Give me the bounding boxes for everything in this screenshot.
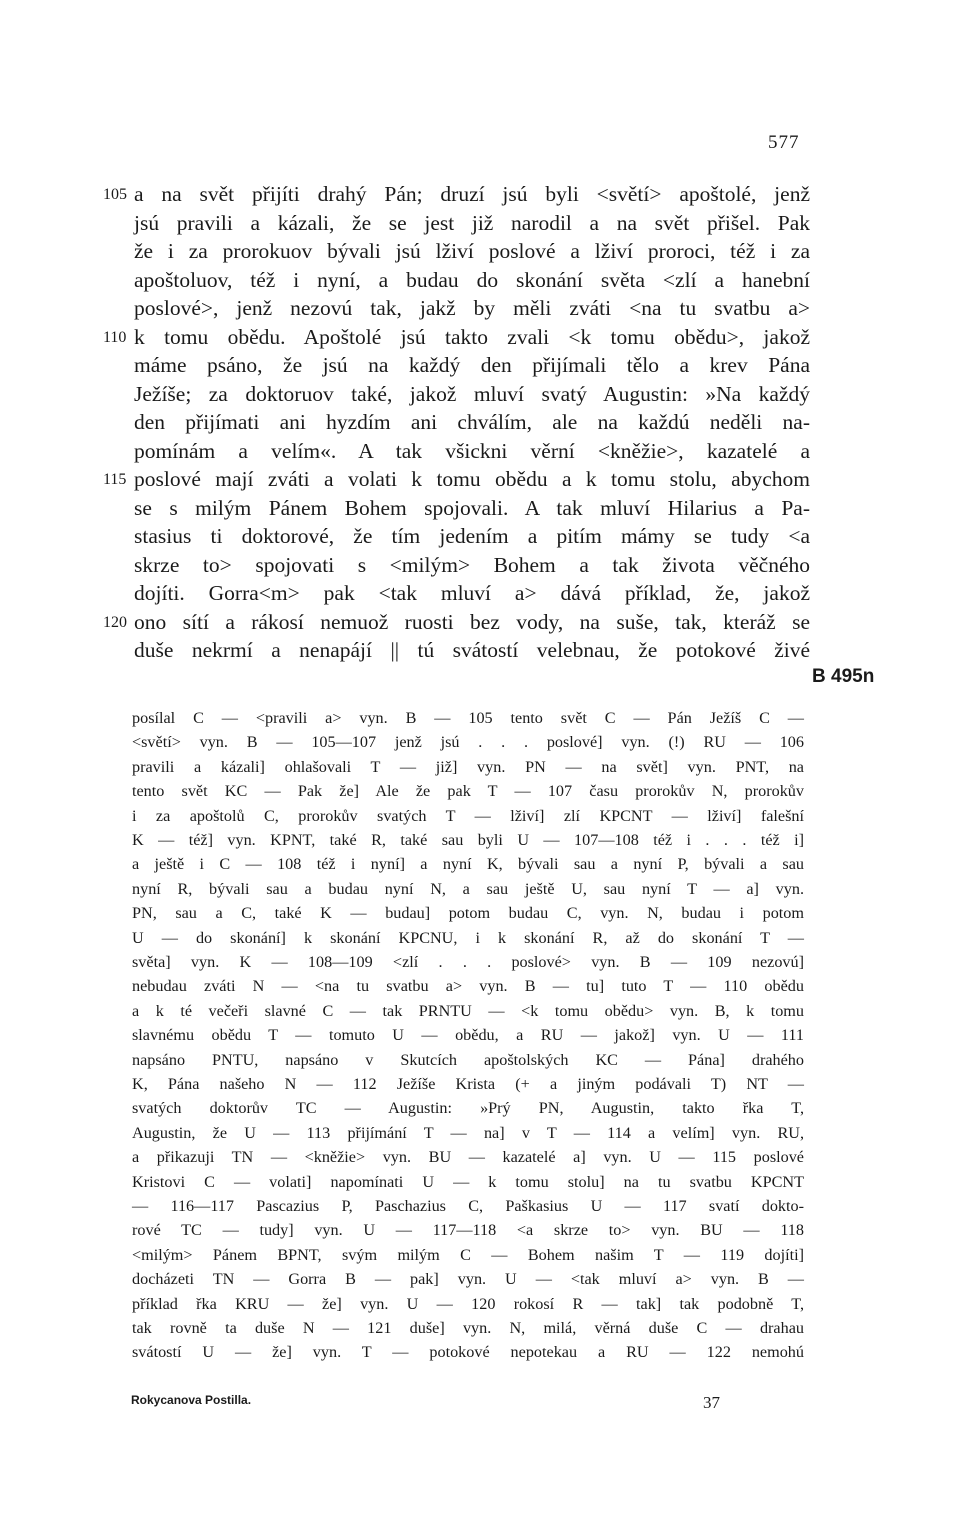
text-line: jsú pravili a kázali, že se jest již narodil a na svět přišel. Pak xyxy=(134,210,810,235)
text-line: a na svět přijíti drahý Pán; druzí jsú byli <světí> apoštolé, jenž xyxy=(134,182,810,206)
apparatus-line: a ještě i C — 108 též i nyní] a nyní K, bývali sau a nyní P, bývali a sau xyxy=(132,855,804,874)
apparatus-line: nyní R, bývali sau a budau nyní N, a sau ještě U, sau nyní T — a] vyn. xyxy=(132,879,804,898)
text-line: máme psáno, že jsú na každý den přijímali tělo a krev Pána xyxy=(134,353,810,377)
text-line: duše nekrmí a nenapájí || tú svátostí velebnau, že potokové živé xyxy=(134,638,810,662)
line-number: 110 xyxy=(103,328,127,346)
text-line: pomínám a velím«. A tak všickni věrní <kněžie>, kazatelé a xyxy=(134,438,810,463)
apparatus-line: <milým> Pánem BPNT, svým milým C — Bohem našim T — 119 dojíti] xyxy=(132,1245,804,1264)
line-number: 105 xyxy=(103,186,127,203)
line-number: 115 xyxy=(103,471,127,488)
apparatus-line: Kristovi C — volati] napomínati U — k tomu stolu] na tu svatbu KPCNT xyxy=(132,1172,804,1191)
apparatus-line: docházeti TN — Gorra B — pak] vyn. U — <tak mluví a> vyn. B — xyxy=(132,1270,804,1289)
text-line: se s milým Pánem Bohem spojovali. A tak mluví Hilarius a Pa- xyxy=(134,495,810,520)
apparatus-line: i za apoštolů C, prorokův svatých T — lživí] zlí KPCNT — lživí] falešní xyxy=(132,806,804,825)
apparatus-line: tento svět KC — Pak že] Ale že pak T — 107 času prorokův N, prorokův xyxy=(132,782,804,801)
apparatus-line: pravili a kázali] ohlašovali T — již] vyn. PN — na svět] vyn. PNT, na xyxy=(132,757,804,776)
apparatus-line: a k té večeři slavné C — tak PRNTU — <k tomu obědu> vyn. B, k tomu xyxy=(132,1001,804,1020)
text-line: poslové>, jenž nezovú tak, jakž by měli zváti <na tu svatbu a> xyxy=(134,296,810,320)
text-line: k tomu obědu. Apoštolé jsú takto zvali <k tomu obědu>, jakož xyxy=(134,324,810,349)
text-line: Ježíše; za doktoruov také, jakož mluví svatý Augustin: »Na každý xyxy=(134,381,810,406)
apparatus-line: svatých doktorův TC — Augustin: »Prý PN, Augustin, takto řka T, xyxy=(132,1099,804,1118)
apparatus-line: nebudau zváti N — <na tu svatbu a> vyn. B — tu] tuto T — 110 obědu xyxy=(132,977,804,996)
apparatus-line: slavnému obědu T — tomuto U — obědu, a RU — jakož] vyn. U — 111 xyxy=(132,1026,804,1045)
apparatus-line: Augustin, že U — 113 přijímání T — na] v T — 114 a velím] vyn. RU, xyxy=(132,1123,804,1142)
text-line: apoštoluov, též i nyní, a budau do skonání světa <zlí a hanební xyxy=(134,267,810,292)
apparatus-line: svátostí U — že] vyn. T — potokové nepotekau a RU — 122 nemohú xyxy=(132,1343,804,1362)
apparatus-line: příklad řka KRU — že] vyn. U — 120 rokosí R — tak] tak podobně T, xyxy=(132,1294,804,1313)
text-line: skrze to> spojovati s <milým> Bohem a tak života věčného xyxy=(134,552,810,577)
text-line: stasius ti doktorové, že tím jedením a pitím mámy se tudy <a xyxy=(134,524,810,548)
apparatus-line: napsáno PNTU, napsáno v Skutcích apoštolských KC — Pána] drahého xyxy=(132,1050,804,1069)
apparatus-line: rové TC — tudy] vyn. U — 117—118 <a skrze to> vyn. BU — 118 xyxy=(132,1221,804,1240)
apparatus-line: tak rovně ta duše N — 121 duše] vyn. N, milá, věrná duše C — drahau xyxy=(132,1319,804,1337)
text-line: ono sítí a rákosí nemuož ruosti bez vody, na suše, tak, kteráž se xyxy=(134,609,810,634)
apparatus-line: světa] vyn. K — 108—109 <zlí . . . poslové> vyn. B — 109 nezovú] xyxy=(132,953,804,971)
text-line: den přijímati ani hyzdím ani chválím, ale na každú neděli na- xyxy=(134,410,810,434)
apparatus-line: K, Pána našeho N — 112 Ježíše Krista (+ a jiným podávali T) NT — xyxy=(132,1075,804,1093)
apparatus-line: posílal C — <pravili a> vyn. B — 105 tento svět C — Pán Ježíš C — xyxy=(132,709,804,727)
apparatus-line: U — do skonání] k skonání KPCNU, i k skonání R, až do skonání T — xyxy=(132,928,804,947)
text-line: že i za prorokuov bývali jsú lživí poslové a lživí proroci, též i za xyxy=(134,239,810,263)
apparatus-line: <světí> vyn. B — 105—107 jenž jsú . . . poslové] vyn. (!) RU — 106 xyxy=(132,733,804,752)
apparatus-line: PN, sau a C, také K — budau] potom budau C, vyn. N, budau i potom xyxy=(132,904,804,923)
margin-reference: B 495n xyxy=(812,666,875,687)
text-line: dojíti. Gorra<m> pak <tak mluví a> dává příklad, že, jakož xyxy=(134,581,810,605)
text-line: poslové mají zváti a volati k tomu obědu a k tomu stolu, abychom xyxy=(134,467,810,491)
apparatus-line: — 116—117 Pascazius P, Paschazius C, Paškasius U — 117 svatí dokto- xyxy=(132,1197,804,1215)
signature-mark: 37 xyxy=(703,1393,720,1412)
footer-source: Rokycanova Postilla. xyxy=(131,1393,252,1407)
apparatus-line: a přikazuji TN — <kněžie> vyn. BU — kazatelé a] vyn. U — 115 poslové xyxy=(132,1148,804,1167)
line-number: 120 xyxy=(103,613,127,631)
apparatus-line: K — též] vyn. KPNT, také R, také sau byli U — 107—108 též i . . . též i] xyxy=(132,831,804,849)
page-number: 577 xyxy=(768,132,800,153)
